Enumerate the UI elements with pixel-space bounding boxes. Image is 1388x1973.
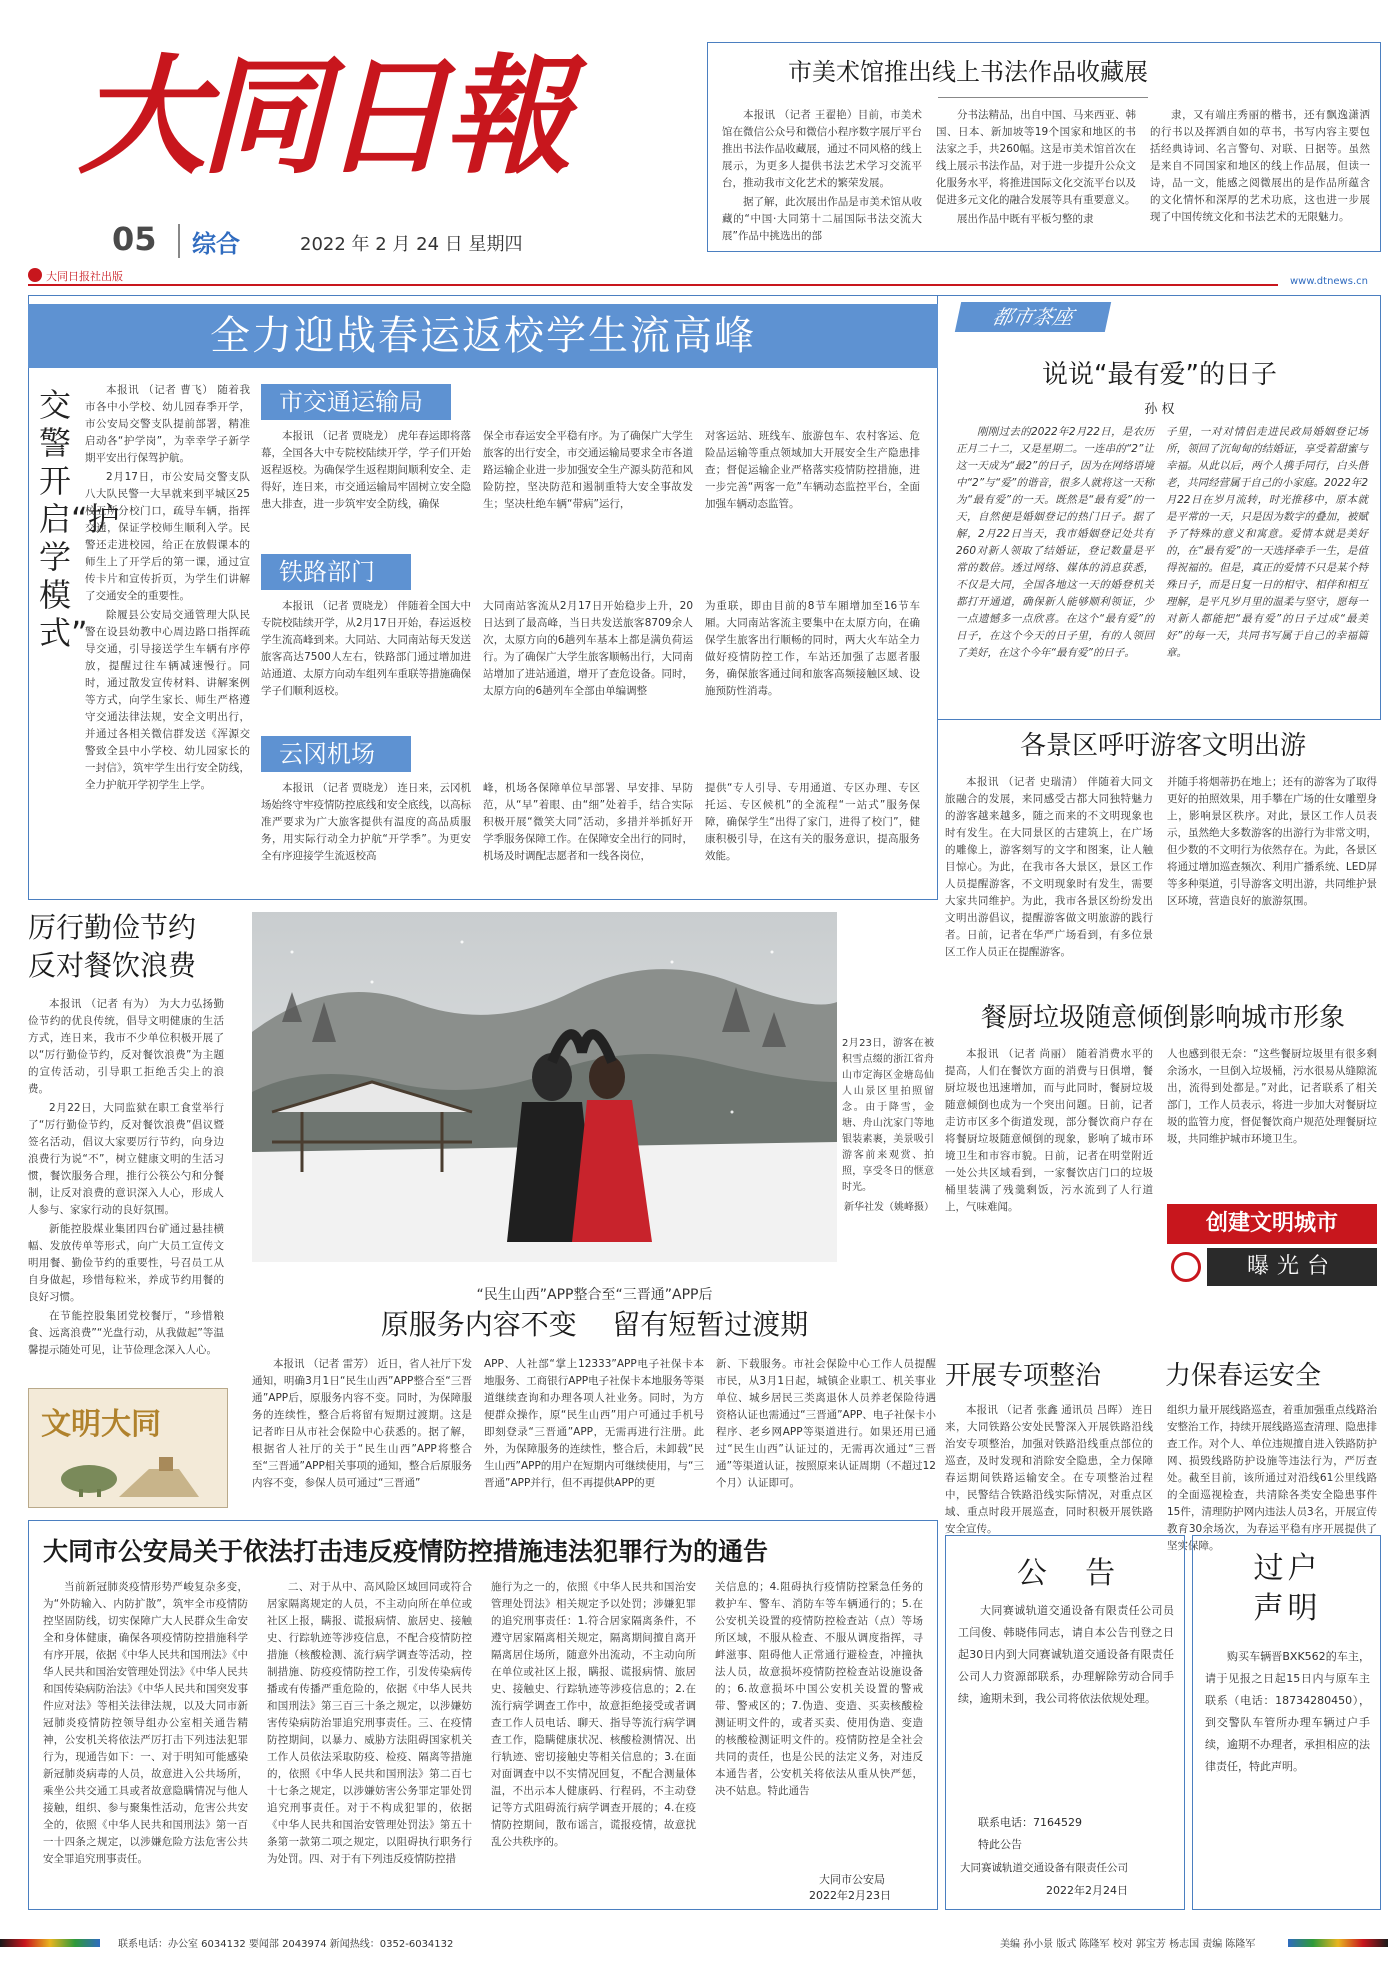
thrift-article [28, 910, 228, 1380]
footer [0, 1915, 1388, 1973]
kitchen-title: 餐厨垃圾随意倾倒影响城市形象 [980, 1003, 1345, 1033]
police-title: 交警开启“护学模式” [39, 386, 120, 652]
header-rule [28, 284, 1278, 286]
subsection-railway [261, 554, 931, 714]
article-col-1: 本报讯 （记者 王翟艳）目前，市美术馆在微信公众号和微信小程序数字展厅平台推出书法作品收藏展，通过不同风格的线上展示，为更多人提供书法艺术学习交流平台，推动我市文化艺术的繁荣发展。 据了解，此次展出作品是市美术馆从收藏的“中国·大同第十二届国际书法交流大展”作品中挑选出的部 [722, 109, 922, 242]
railway-col-1: 本报讯 （记者 贾晓龙） 伴随着全国大中专院校陆续开学，从2月17日开始，春运返校学生流高峰到来。大同站、大同南站每天发送旅客高达7500人左右，铁路部门通过增加进站通道、太原方向动车组列车重联等措施确保学子们顺利返校。 [261, 600, 471, 697]
thrift-body: 本报讯 （记者 有为） 为大力弘扬勤俭节约的优良传统，倡导文明健康的生活方式，连日来，我市不少单位积极开展了以“厉行勤俭节约，反对餐饮浪费”为主题的宣传活动，引导职工拒绝舌尖上的浪费。 2月22日，大同监狱在职工食堂举行了“厉行勤俭节约，反对餐饮浪费”倡议暨签名活动，倡议大家要厉行节约，向身边浪费行为说“不”，树立健康文明的生活习惯，餐饮服务合理，推行公筷公勺和分餐制，让反对浪费的意识深入人心，形成人人参与、家家行动的良好氛围。 新能控股煤业集团四台矿通过悬挂横幅、发放传单等形式，向广大员工宣传文明用餐、勤俭节约的重要性，号召员工从自身做起，珍惜每粒米，养成节约用餐的良好习惯。 在节能控股集团党校餐厅，“珍惜粮食、远离浪费”“光盘行动，从我做起”等温馨提示随处可见，让节俭理念深入人心。 [28, 998, 224, 1356]
notice-title: 大同市公安局关于依法打击违反疫情防控措施违法犯罪行为的通告 [43, 1537, 769, 1566]
column-col-1: 刚刚过去的2022年2月22日，是农历正月二十二，又是星期二。一连串的“2”让这一天成为“最2”的日子，因为在网络语境中“2”与“爱”的谐音，很多人就将这一天称为“最有爱”的一天。既然是“最有爱”的一天，自然便是婚姻登记的热门日子。据了解，2月22日当天，我市婚姻登记处共有260对新人领取了结婚证，登记数量是平常的数倍。透过网络、媒体的消息获悉，不仅是大同，全国各地这一天的婚登机关都打开通道，确保新人能够顺利领证，少一点遗憾多一点欣喜。在这个“最有爱”的日子，在这个今天的日子里，有的人领回了美好，在这个今年“最有爱”的日子。 [956, 426, 1154, 659]
exposure-badge [1167, 1204, 1377, 1290]
airport-col-2: 峰，机场各保障单位早部署、早安排、早防范，从“早”着眼、由“细”处着手，结合实际积极开展“微笑大同”活动，多措并举抓好开学季服务保障工作。在保障安全出行的同时，机场及时调配志愿者和一线各岗位， [483, 782, 693, 862]
railway-col-2: 组织力量开展线路巡查，着重加强重点线路治安整治工作，持续开展线路巡查清理、隐患排查工作。对个人、单位违规擅自进入铁路防护网、损毁线路防护设施等违法行为，严厉查处。截至目前，该所通过对沿线61公里线路的全面巡视检查，共清除各类安全隐患事件15件，清理防护网内违法人员3名，开展宣传教育30余场次，为春运平稳有序开展提供了坚实保障。 [1167, 1404, 1377, 1552]
color-bar-right [1288, 1939, 1388, 1947]
page-number: 05 [112, 220, 157, 258]
transport-col-1: 本报讯 （记者 贾晓龙） 虎年春运即将落幕，全国各大中专院校陆续开学，学子们开始返程返校。为确保学生返程期间顺利安全、走得好，连日来，市交通运输局牢固树立安全隐患大排查，进一步筑牢安全防线，确保 [261, 430, 471, 510]
article-col-2: 分书法精品，出自中国、马来西亚、韩国、日本、新加坡等19个国家和地区的书法家之手，共260幅。这是市美术馆首次在线上展示书法作品，对于进一步提升公众文化服务水平，将推进国际文化交流平台以及促进多元文化的融合发展等具有重要意义。 展出作品中既有平板匀整的隶 [936, 109, 1136, 225]
app-title: 原服务内容不变 留有短暂过渡期 [380, 1308, 809, 1341]
subsection-head: 云冈机场 [261, 736, 411, 772]
announcement-contact: 联系电话：7164529 [978, 1816, 1082, 1829]
transport-col-2: 保全市春运安全平稳有序。为了确保广大学生旅客的出行安全，市交通运输局要求全市各道路运输企业进一步加强安全生产源头防范和风险防控，坚决防范和遏制重特大安全事故发生；坚决杜绝车辆“带病”运行， [483, 430, 693, 510]
railway-col-3: 为重联，即由目前的8节车厢增加至16节车厢。大同南站客流主要集中在太原方向，在确保学生旅客出行顺畅的同时，两大火车站全力做好疫情防控工作，车站还加强了志愿者服务，确保旅客通过间和旅客高频接触区域、设施预防性消毒。 [705, 600, 920, 697]
railway-security-article [945, 1358, 1381, 1552]
snow-scene-image [252, 912, 837, 1262]
scenic-col-2: 并随手将烟蒂扔在地上；还有的游客为了取得更好的拍照效果，用手攀在广场的仕女雕塑身上，影响景区秩序。对此，景区工作人员表示，虽然绝大多数游客的出游行为非常文明，但少数的不文明行为依然存在。为此，各景区将通过增加巡查频次、利用广播系统、LED屏等多种渠道，引导游客文明出游，共同维护景区环境，营造良好的旅游氛围。 [1167, 776, 1377, 907]
color-bar-left [0, 1939, 100, 1947]
app-merger-article [252, 1284, 937, 1509]
announcement-date: 2022年2月24日 [1046, 1884, 1128, 1897]
announcement-body: 大同赛诚轨道交通设备有限责任公司员工闫俊、韩晓伟同志，请自本公告刊登之日起30日内到大同赛诚轨道交通设备有限责任公司人力资源部联系，办理解除劳动合同手续，逾期未到，我公司将依法依规处理。 [958, 1604, 1174, 1705]
airport-col-3: 提供“专人引导、专用通道、专区办理、专区托运、专区候机”的全流程“一站式”服务保障，确保学生“出得了家门，进得了校门”，健康积极引导，在这有关的服务意识，提高服务效能。 [705, 782, 920, 862]
camera-icon [1171, 1252, 1201, 1282]
publisher-name: 大同日报社出版 [46, 270, 123, 283]
announcement-company: 大同赛诚轨道交通设备有限责任公司 [960, 1862, 1128, 1874]
masthead [0, 0, 700, 290]
section-name: 综合 [192, 230, 240, 258]
snow-photo [252, 912, 837, 1262]
calligraphy-article [707, 42, 1381, 252]
lead-section [28, 295, 938, 900]
police-article: 本报讯 （记者 曹飞） 随着我市各中小学校、幼儿园春季开学，市公安局交警支队提前部署，精准启动各“护学岗”，为幸幸学子新学期平安出行保驾护航。 2月17日，市公安局交警支队八大队民警一大早就来到平城区25校五所分校门口，疏导车辆，指挥交通，保证学校师生顺利入学。民警还走进校园，给正在放假课本的师生上了开学后的第一课，通过宣传卡片和宣传折页，为学生们讲解了交通安全的重要性。 除履县公安局交通管理大队民警在设县幼教中心周边路口指挥疏导交通，引导接送学生车辆有序停放，提醒过往车辆减速慢行。同时，通过散发宣传材料、讲解案例等方式，向学生家长、师生严格遵守交通法律法规，安全文明出行，并通过各相关微信群发送《浑源交警致全县中小学校、幼儿园家长的一封信》，筑牢学生出行安全防线，全力护航开学初学生上学。 [85, 384, 250, 791]
transfer-statement [1192, 1535, 1381, 1910]
scenic-article [945, 728, 1381, 988]
kitchen-waste-article [945, 1000, 1381, 1350]
website-url[interactable]: www.dtnews.cn [1290, 276, 1368, 287]
transfer-title-1: 过户 [1253, 1551, 1322, 1586]
scenic-col-1: 本报讯 （记者 史瑞清） 伴随着大同文旅融合的发展，来同感受古都大同独特魅力的游客越来越多，随之而来的不文明现象也时有发生。在大同景区的古建筑上，在广场的雕像上，游客刻写的文字和图案，让人触目惊心。为此，在我市各大景区，景区工作人员提醒游客，不文明现象时有发生，需要大家共同维护。为此，我市各景区纷纷发出文明出游倡议，提醒游客做文明旅游的践行者。日前，记者在华严广场看到，有多位景区工作人员正在提醒游客。 [945, 776, 1153, 958]
column-col-2: 子里，一对对情侣走进民政局婚姻登记场所，领回了沉甸甸的结婚证，享受着甜蜜与幸福。从此以后，两个人携手同行，白头偕老，共同经营属于自己的小家庭。2022年2月22日在岁月流转，时光推移中，原本就是平常的一天，只是因为数字的叠加，被赋予了特殊的意义和寓意。爱情本就是美好的，在“最有爱”的一天选择牵手一生，是值得祝福的。但是，真正的爱情不只是某个特殊日子，而是日复一日的相守、相伴和相互理解，是平凡岁月里的温柔与坚守，愿每一对新人都能把“最有爱”的日子过成“最美好”的每一天，共同书写属于自己的幸福篇章。 [1166, 426, 1368, 659]
app-col-2: APP、人社部“掌上12333”APP电子社保卡本地服务、工商银行APP电子社保卡本地服务等渠道继续查询和办理各项人社业务。同时，为方便群众操作，原“民生山西”用户可通过手机号即刻登录“三晋通”APP，无需再进行注册。此外，为保障服务的连续性，整合后，未卸载“民生山西”APP的用户在短期内可继续使用，与“三晋通”APP并行，但不再提供APP的更 [484, 1358, 704, 1489]
subsection-head: 铁路部门 [261, 554, 411, 590]
photo-credit: 新华社发（姚峰摄） [844, 1202, 934, 1213]
subsection-transport [261, 384, 931, 534]
lead-banner-title: 全力迎战春运返校学生流高峰 [210, 313, 756, 359]
article-title: 市美术馆推出线上书法作品收藏展 [788, 58, 1148, 86]
civilized-datong-label: 文明大同 [41, 1407, 161, 1442]
subsection-airport [261, 736, 931, 891]
app-subtitle: “民生山西”APP整合至“三晋通”APP后 [476, 1287, 713, 1303]
company-announcement [945, 1535, 1185, 1910]
lead-banner [28, 304, 938, 368]
notice-col-4: 关信息的；4.阻碍执行疫情防控紧急任务的救护车、警车、消防车等车辆通行的；5.在公安机关设置的疫情防控检查站（点）等场所区域，不服从检查、不服从调度指挥，寻衅滋事、阻碍他人正常通行避检查，冲撞执法人员，故意损坏疫情防控检查站设施设备的；6.故意损坏中国公安机关设置的警戒带、警戒区的；7.伪造、变造、买卖核酸检测证明文件的，或者买卖、使用伪造、变造的核酸检测证明文件的。疫情防控是全社会共同的责任，也是公民的法定义务，对违反本通告者，公安机关将依法从重从快严惩，决不姑息。特此通告 [715, 1581, 923, 1797]
column-label: 都市茶座 [955, 302, 1111, 332]
notice-col-2: 二、对于从中、高风险区域回同或符合居家隔离规定的人员，不主动向所在单位或社区上报，瞒报、谎报病情、旅居史、接触史、行踪轨迹等涉疫信息，不配合疫情防控措施（核酸检测、流行病学调查等活动，控制措施、防疫疫情防控工作，引发传染病传播或有传播严重危险的，依据《中华人民共和国刑法》第三百三十条之规定，以涉嫌妨害传染病防治罪追究刑事责任。三、在疫情防控期间，以暴力、威胁方法阻碍国家机关工作人员依法采取防疫、检疫、隔离等措施的，依照《中华人民共和国刑法》第二百七十七条之规定，以涉嫌妨害公务罪定罪处罚追究刑事责任。对于不构成犯罪的，依据《中华人民共和国治安管理处罚法》第五十条第一款第二项之规定，以阻碍执行职务行为处罚。四、对于有下列违反疫情防控措 [267, 1581, 472, 1865]
column-title: 说说“最有爱”的日子 [1042, 360, 1277, 390]
transport-col-3: 对客运站、班线车、旅游包车、农村客运、危险品运输等重点领域加大开展安全生产隐患排查；督促运输企业严格落实疫情防控措施，进一步完善“两客一危”车辆动态监控平台，全面加强车辆动态监管。 [705, 430, 920, 510]
article-col-3: 隶，又有端庄秀丽的楷书，还有飘逸潇洒的行书以及挥洒自如的草书，书写内容主要包括经典诗词、名言警句、对联、日据等。虽然是来自不同国家和地区的线上作品展，但读一诗，品一文，能感之阅微展出的是作品所蕴含的文化情怀和深厚的艺术功底，这也进一步展现了中国传统文化和书法艺术的无限魅力。 [1150, 109, 1370, 223]
exposure-tag-bottom: 曝光台 [1207, 1248, 1377, 1286]
app-col-3: 新、下载服务。市社会保险中心工作人员提醒市民，从3月1日起，城镇企业职工、机关事业单位、城乡居民三类离退休人员养老保险待遇资格认证也需通过“三晋通”APP、电子社保卡小程序、老乡网APP等渠道进行。如果还用已通过“民生山西”认证过的，无需再次通过“三晋通”等渠道认证，按照原来认证周期（不超过12个月）认证即可。 [716, 1358, 936, 1489]
police-notice [28, 1520, 938, 1910]
airport-col-1: 本报讯 （记者 贾晓龙） 连日来，云冈机场始终守牢疫情防控底线和安全底线，以高标准严要求为广大旅客提供有温度的高品质服务，用实际行动全力护航“开学季”。为更安全有序迎接学生流返校高 [261, 782, 471, 862]
railway-title-left: 开展专项整治 [945, 1361, 1102, 1391]
footer-contacts: 联系电话：办公室 6034132 要闻部 2043974 新闻热线：0352-6034132 [118, 1939, 454, 1950]
railway-col-2: 大同南站客流从2月17日开始稳步上升，20日达到了最高峰，当日共发送旅客8709余人次，太原方向的6趟列车基本上都是满负荷运行。为了确保广大学生旅客顺畅出行，大同南站增加了进站通道，增开了查危设备。同时，太原方向的6趟列车全部由单编调整 [483, 600, 693, 697]
subsection-head: 市交通运输局 [261, 384, 451, 420]
bronze-vessel-icon [49, 1449, 209, 1499]
publisher-logo-icon [28, 268, 42, 282]
scenic-title: 各景区呼吁游客文明出游 [1019, 731, 1306, 761]
column-author: 孙 权 [1144, 402, 1175, 417]
thrift-title-1: 厉行勤俭节约 [28, 911, 197, 944]
column-corner [938, 295, 1381, 720]
railway-col-1: 本报讯 （记者 张鑫 通讯员 吕晖） 连日来，大同铁路公安处民警深入开展铁路沿线治安专项整治，加强对铁路沿线重点部位的巡查，及时发现和消除安全隐患，全力保障春运期间铁路运输安全。在专项整治过程中，民警结合铁路沿线实际情况，对重点区域、重点时段开展巡查，同时积极开展铁路安全宣传。 [945, 1404, 1153, 1535]
photo-caption: 2月23日，游客在被积雪点缀的浙江省舟山市定海区金塘岛仙人山景区里拍照留念。由于降雪，金塘、舟山沈家门等地银装素裹，美景吸引游客前来观赏、拍照，享受冬日的惬意时光。 新华社发（姚峰摄） [842, 1036, 934, 1236]
newspaper-logo: 大同日報 [78, 42, 567, 192]
notice-col-3: 施行为之一的，依照《中华人民共和国治安管理处罚法》相关规定予以处罚；涉嫌犯罪的追究刑事责任：1.符合居家隔离条件，不遵守居家隔离相关规定，隔离期间擅自离开隔离居住场所，随意外出流动，不主动向所在单位或社区上报，瞒报、谎报病情、旅居史、接触史、行踪轨迹等涉疫信息的；2.在流行病学调查工作中，故意拒绝接受或者调查工作人员电话、聊天、指导等流行病学调查工作，隐瞒健康状况、核酸检测情况、出行轨迹、密切接触史等相关信息的；3.在面对面调查中以不实情况回复，不配合测量体温，不出示本人健康码、行程码，不主动登记等方式阻碍流行病学调查开展的；4.在疫情防控期间，散布谣言，谎报疫情，故意扰乱公共秩序的。 [491, 1581, 696, 1848]
transfer-body: 购买车辆晋BXK562的车主，请于见报之日起15日内与原车主联系（电话：18734280450），到交警队车管所办理车辆过户手续，逾期不办理者，承担相应的法律责任，特此声明。 [1205, 1650, 1370, 1773]
app-col-1: 本报讯 （记者 雷芳） 近日，省人社厅下发通知，明确3月1日“民生山西”APP整合至“三晋通”APP后，原服务内容不变。同时，为保障服务的连续性，整合后将留有短期过渡期。这是记者昨日从市社会保险中心获悉的。据了解，根据省人社厅的关于“民生山西”APP将整合至“三晋通”APP相关事项的通知，整合后原服务内容不变，参保人员可通过“三晋通” [252, 1358, 473, 1489]
section-divider [178, 224, 180, 258]
announcement-closing: 特此公告 [978, 1838, 1022, 1851]
notice-signature: 大同市公安局 [819, 1873, 885, 1886]
notice-col-1: 当前新冠肺炎疫情形势严峻复杂多变，为“外防输入、内防扩散”，筑牢全市疫情防控坚固防线，切实保障广大人民群众生命安全和身体健康，确保各项疫情防控措施科学有序开展，依据《中华人民共和国刑法》《中华人民共和国治安管理处罚法》《中华人民共和国传染病防治法》《中华人民共和国突发事件应对法》等相关法律法规，以及大同市新冠肺炎疫情防控领导组办公室相关通告精神，公安机关将依法严厉打击下列违法犯罪行为，现通告如下：一、对于明知可能感染新冠肺炎病毒的人员，故意进入公共场所，乘坐公共交通工具或者故意隐瞒情况与他人接触，组织、参与聚集性活动，危害公共安全的，依照《中华人民共和国刑法》第一百一十四条之规定，以涉嫌危险方法危害公共安全罪追究刑事责任。 [43, 1581, 248, 1865]
civilized-datong-badge [28, 1388, 228, 1508]
kitchen-col-1: 本报讯 （记者 尚丽） 随着消费水平的提高，人们在餐饮方面的消费与日俱增，餐厨垃圾也迅速增加，而与此同时，餐厨垃圾随意倾倒也成为一个突出问题。日前，记者走访市区多个街道发现，部分餐饮商户存在将餐厨垃圾随意倾倒的现象，影响了城市环境卫生和市容市貌。日前，记者在明堂附近一处公共区域看到，一家餐饮店门口的垃圾桶里装满了残羹剩饭，污水流到了人行道上，气味难闻。 [945, 1048, 1153, 1213]
transfer-title-2: 声明 [1253, 1591, 1322, 1626]
notice-date: 2022年2月23日 [809, 1889, 891, 1902]
footer-editors: 美编 孙小景 版式 陈隆军 校对 郭宝芳 杨志国 责编 陈隆军 [1000, 1939, 1256, 1950]
kitchen-col-2: 人也感到很无奈：“这些餐厨垃圾里有很多剩余汤水，一旦倒入垃圾桶，污水很易从缝隙流出，流得到处都是。”对此，记者联系了相关部门，工作人员表示，将进一步加大对餐厨垃圾的监管力度，督促餐饮商户规范处理餐厨垃圾，共同维护城市环境卫生。 [1167, 1048, 1377, 1145]
announcement-title: 公 告 [1016, 1556, 1116, 1591]
thrift-title-2: 反对餐饮浪费 [28, 949, 197, 982]
exposure-tag-top: 创建文明城市 [1167, 1204, 1377, 1244]
railway-title-right: 力保春运安全 [1165, 1361, 1322, 1391]
issue-date: 2022 年 2 月 24 日 星期四 [300, 234, 523, 255]
